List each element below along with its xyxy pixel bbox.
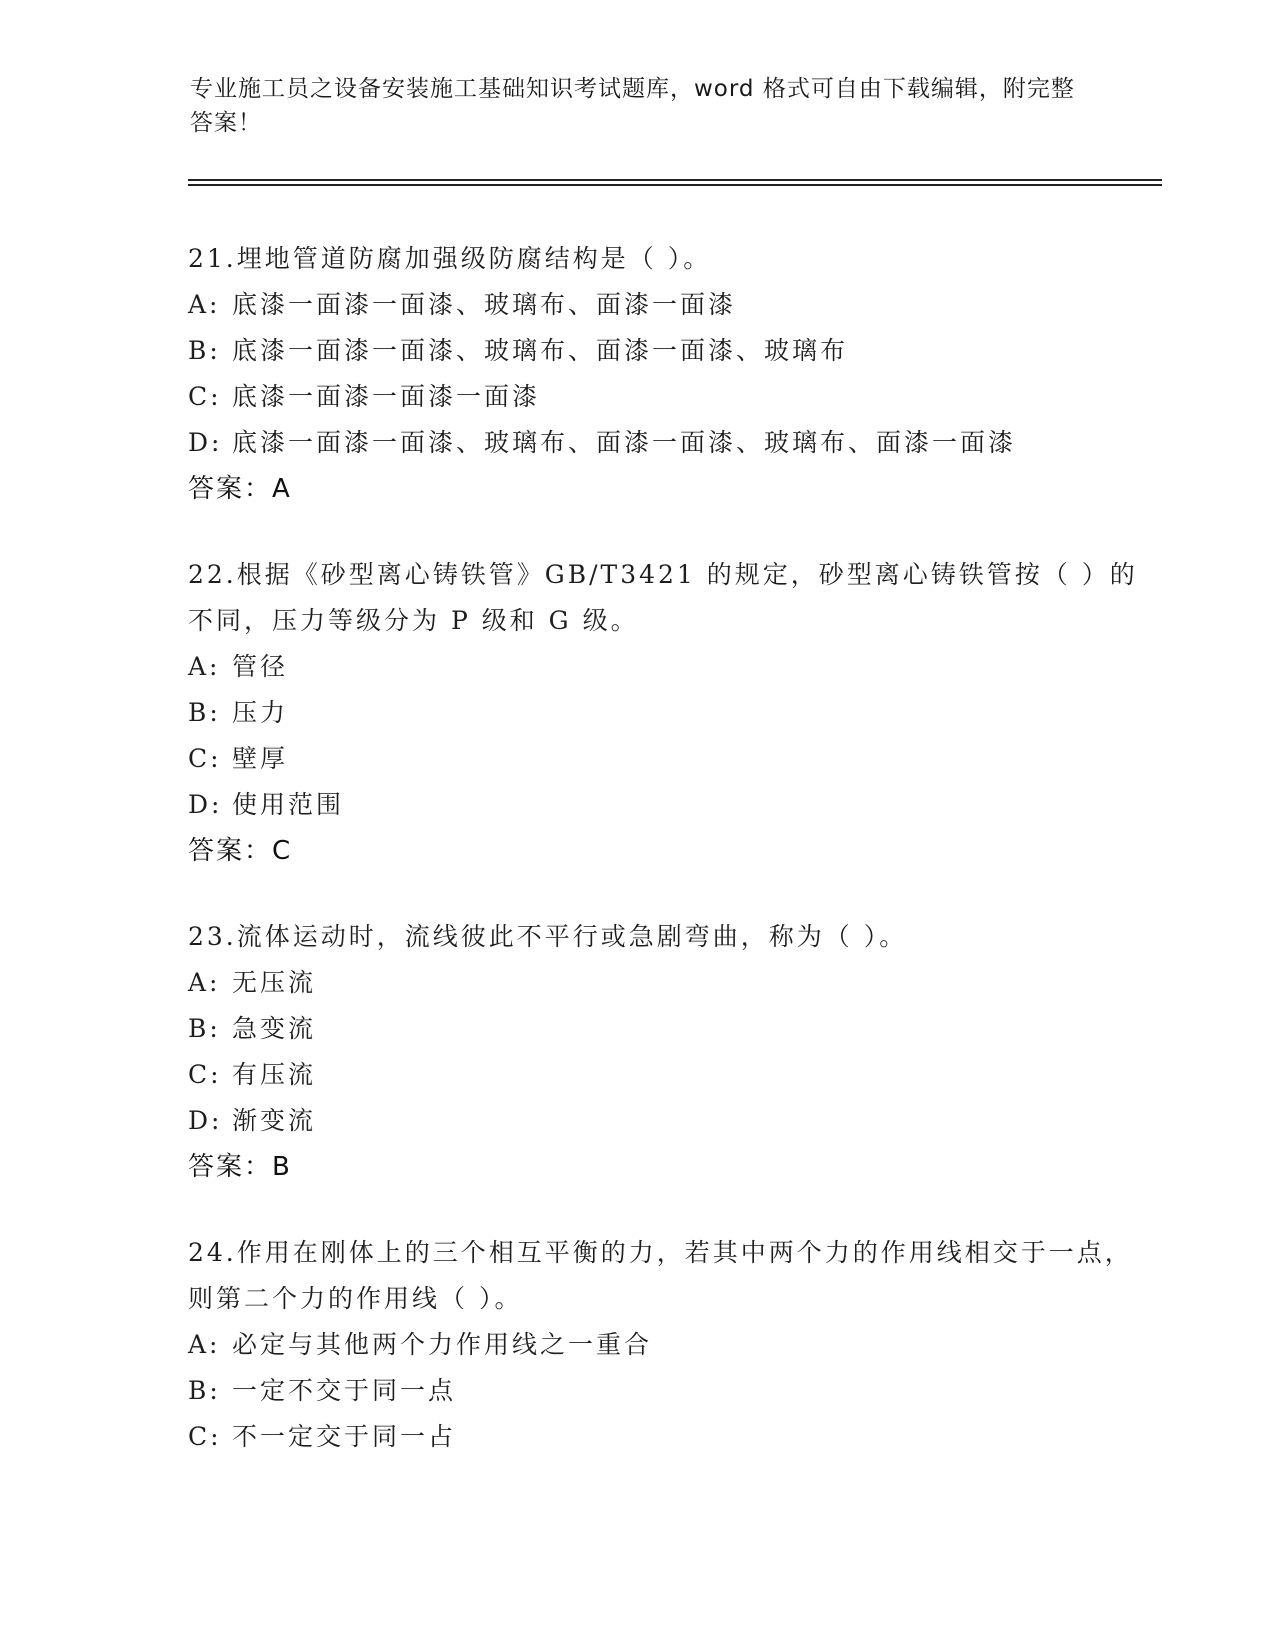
header-divider-top — [188, 179, 1162, 181]
option-text: 渐变流 — [232, 1106, 317, 1135]
option-letter: C: — [188, 1422, 222, 1451]
option-text: 管径 — [232, 652, 289, 681]
option-c — [188, 1414, 1148, 1460]
question-23 — [188, 914, 1148, 1190]
option-letter: A: — [188, 968, 221, 997]
option-letter: C: — [188, 744, 222, 773]
option-b — [188, 1368, 1148, 1414]
option-text: 无压流 — [232, 968, 317, 997]
option-c — [188, 374, 1148, 420]
option-text: 底漆一面漆一面漆、玻璃布、面漆一面漆 — [232, 290, 737, 319]
option-text: 使用范围 — [232, 790, 345, 819]
option-letter: B: — [188, 336, 221, 365]
option-d — [188, 782, 1148, 828]
option-text: 急变流 — [232, 1014, 317, 1043]
option-letter: C: — [188, 382, 222, 411]
question-stem: 24.作用在刚体上的三个相互平衡的力，若其中两个力的作用线相交于一点，则第二个力的作用线（ ）。 — [188, 1238, 1133, 1313]
option-a — [188, 960, 1148, 1006]
question-stem: 23.流体运动时，流线彼此不平行或急剧弯曲，称为（ ）。 — [188, 922, 908, 951]
option-letter: A: — [188, 290, 221, 319]
option-letter: D: — [188, 428, 223, 457]
option-b — [188, 690, 1148, 736]
option-letter: C: — [188, 1060, 222, 1089]
question-stem: 21.埋地管道防腐加强级防腐结构是（ ）。 — [188, 244, 712, 273]
option-letter: D: — [188, 1106, 223, 1135]
answer-line: 答案：B — [188, 1152, 292, 1182]
option-text: 必定与其他两个力作用线之一重合 — [232, 1330, 653, 1359]
header-divider-bottom — [188, 184, 1162, 186]
option-c — [188, 736, 1148, 782]
question-21 — [188, 236, 1148, 512]
option-a — [188, 282, 1148, 328]
option-b — [188, 328, 1148, 374]
option-text: 不一定交于同一占 — [232, 1422, 457, 1451]
question-24 — [188, 1230, 1148, 1460]
answer-line: 答案：C — [188, 836, 293, 866]
option-text: 压力 — [232, 698, 289, 727]
option-d — [188, 1098, 1148, 1144]
option-letter: B: — [188, 698, 221, 727]
option-letter: A: — [188, 1330, 221, 1359]
document-header: 专业施工员之设备安装施工基础知识考试题库，word 格式可自由下载编辑，附完整答案！ — [190, 76, 1075, 136]
question-22 — [188, 552, 1148, 874]
question-stem: 22.根据《砂型离心铸铁管》GB/T3421 的规定，砂型离心铸铁管按（ ）的不同，压力等级分为 P 级和 G 级。 — [188, 560, 1138, 635]
option-letter: A: — [188, 652, 221, 681]
question-list — [188, 236, 1148, 1500]
option-a — [188, 1322, 1148, 1368]
option-text: 底漆一面漆一面漆、玻璃布、面漆一面漆、玻璃布 — [232, 336, 849, 365]
option-b — [188, 1006, 1148, 1052]
option-text: 一定不交于同一点 — [232, 1376, 457, 1405]
option-letter: B: — [188, 1376, 221, 1405]
option-c — [188, 1052, 1148, 1098]
option-text: 底漆一面漆一面漆、玻璃布、面漆一面漆、玻璃布、面漆一面漆 — [232, 428, 1017, 457]
option-letter: B: — [188, 1014, 221, 1043]
option-text: 底漆一面漆一面漆一面漆 — [232, 382, 541, 411]
answer-line: 答案：A — [188, 474, 292, 504]
option-text: 有压流 — [232, 1060, 317, 1089]
option-a — [188, 644, 1148, 690]
option-text: 壁厚 — [232, 744, 289, 773]
option-d — [188, 420, 1148, 466]
option-letter: D: — [188, 790, 223, 819]
